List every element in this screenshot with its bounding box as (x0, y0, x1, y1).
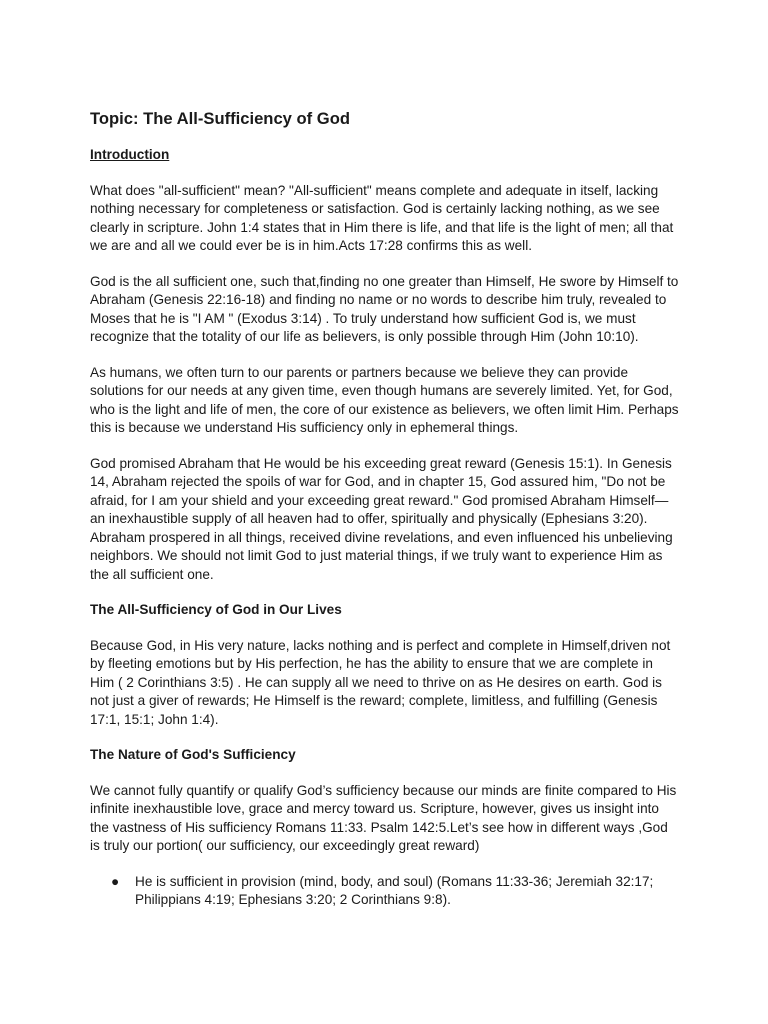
bullet-list (90, 873, 680, 910)
section-heading-nature-of-sufficiency: The Nature of God's Sufficiency (90, 747, 296, 762)
section-heading-introduction: Introduction (90, 147, 170, 162)
document-page (90, 108, 680, 910)
paragraph: We cannot fully quantify or qualify God’s sufficiency because our minds are finite compared to His infinite inexhaustible love, grace and mercy toward us. Scripture, however, gives us insight into the vastness of His sufficiency Romans 11:33. Psalm 142:5.Let’s see how in different ways ,God is truly our portion( our sufficiency, our exceedingly great reward) (90, 782, 677, 853)
paragraph: As humans, we often turn to our parents or partners because we believe they can provide solutions for our needs at any given time, even though humans are severely limited. Yet, for God, who is the light and life of men, the core of our existence as believers, we often limit Him. Perhaps this is because we understand His sufficiency only in ephemeral things. (90, 364, 679, 435)
paragraph: God is the all sufficient one, such that,finding no one greater than Himself, He swore by Himself to Abraham (Genesis 22:16-18) and finding no name or no words to describe him truly, revealed to Moses that he is "I AM " (Exodus 3:14) . To truly understand how sufficient God is, we must recognize that the totality of our life as believers, is only possible through Him (John 10:10). (90, 273, 679, 344)
paragraph: God promised Abraham that He would be his exceeding great reward (Genesis 15:1). In Genesis 14, Abraham rejected the spoils of war for God, and in chapter 15, God assured him, "Do not be afraid, for I am your shield and your exceeding great reward." God promised Abraham Himself—an inexhaustible supply of all heaven had to offer, spiritually and physically (Ephesians 3:20). Abraham prospered in all things, received divine revelations, and even influenced his unbelieving neighbors. We should not limit God to just material things, if we truly want to experience Him as the all sufficient one. (90, 455, 673, 582)
paragraph: What does "all-sufficient" mean? "All-sufficient" means complete and adequate in itself, lacking nothing necessary for completeness or satisfaction. God is certainly lacking nothing, as we see clearly in scripture. John 1:4 states that in Him there is life, and that life is the light of men; all that we are and all we could ever be is in him.Acts 17:28 confirms this as well. (90, 182, 674, 253)
list-item-text: He is sufficient in provision (mind, body, and soul) (Romans 11:33-36; Jeremiah 32:17; Philippians 4:19; Ephesians 3:20; 2 Corinthians 9:8). (135, 873, 654, 907)
list-item (90, 873, 680, 910)
document-title: Topic: The All-Sufficiency of God (90, 109, 350, 128)
bullet-icon: ● (111, 873, 120, 889)
paragraph: Because God, in His very nature, lacks nothing and is perfect and complete in Himself,driven not by fleeting emotions but by His perfection, he has the ability to ensure that we are complete in Him ( 2 Corinthians 3:5) . He can supply all we need to thrive on as He desires on earth. God is not just a giver of rewards; He Himself is the reward; complete, limitless, and fulfilling (Genesis 17:1, 15:1; John 1:4). (90, 637, 671, 727)
section-heading-all-sufficiency-in-our-lives: The All-Sufficiency of God in Our Lives (90, 602, 342, 617)
